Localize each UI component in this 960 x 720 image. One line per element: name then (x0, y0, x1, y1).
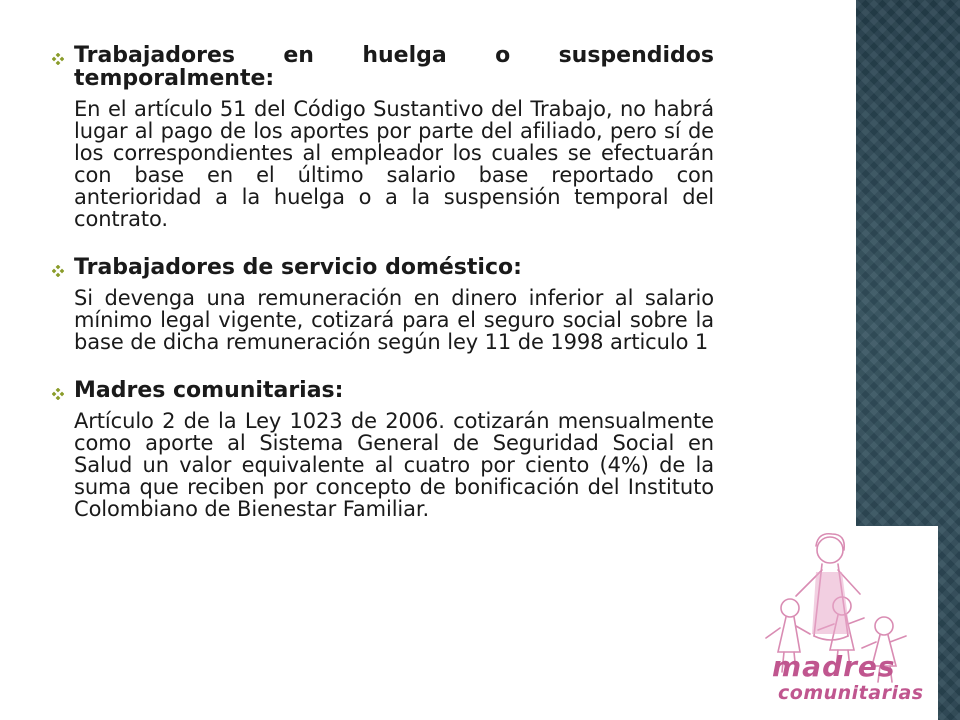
diamond-bullet-icon (52, 53, 64, 65)
section-body: Artículo 2 de la Ley 1023 de 2006. cotizarán mensualmente como aporte al Sistema General de Seguridad Social en Salud un valor equivalente al cuatro por ciento (4%) de la suma que reciben por concepto de bonificación del Instituto Colombiano de Bienestar Familiar. (74, 409, 714, 521)
logo-text-comunitarias: comunitarias (778, 682, 924, 704)
logo-text-madres: madres (772, 650, 896, 683)
diamond-bullet-icon (52, 265, 64, 277)
section-madres-comunitarias (52, 379, 714, 520)
section-heading: Trabajadores en huelga o suspendidos temporalmente: (74, 43, 714, 91)
section-heading: Trabajadores de servicio doméstico: (74, 255, 522, 280)
section-heading: Madres comunitarias: (74, 378, 344, 403)
madres-comunitarias-logo (756, 526, 938, 720)
section-body: Si devenga una remuneración en dinero inferior al salario mínimo legal vigente, cotizará para el seguro social sobre la base de dicha remuneración según ley 11 de 1998 articulo 1 (74, 286, 714, 354)
diamond-bullet-icon (52, 388, 64, 400)
section-huelga (52, 44, 714, 230)
section-body: En el artículo 51 del Código Sustantivo del Trabajo, no habrá lugar al pago de los aportes por parte del afiliado, pero sí de los correspondientes al empleador los cuales se efectuarán con base en el último salario base reportado con anterioridad a la huelga o a la suspensión temporal del contrato. (74, 97, 714, 231)
slide-content (52, 44, 714, 520)
section-servicio-domestico (52, 256, 714, 353)
